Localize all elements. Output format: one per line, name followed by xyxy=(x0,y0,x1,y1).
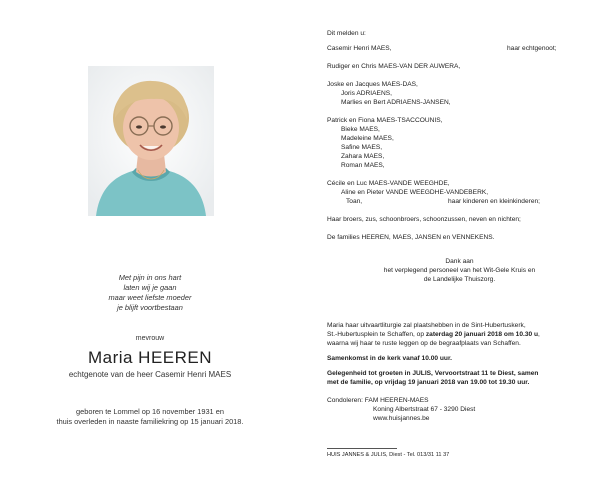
family-member: Joske en Jacques MAES-DAS, xyxy=(327,81,418,88)
poem-line: je blijft voortbestaan xyxy=(117,303,183,312)
funeral-info: Maria haar uitvaartliturgie zal plaatshebben in de Sint-Hubertuskerk, xyxy=(327,322,526,329)
condolences-label: Condoleren: FAM HEEREN-MAES xyxy=(327,397,429,404)
funeral-info xyxy=(327,330,540,339)
family-member: Cécile en Luc MAES-VANDE WEEGHDE, xyxy=(327,180,450,187)
poem xyxy=(0,273,300,313)
poem-line: Met pijn in ons hart xyxy=(118,273,182,282)
family-member: Rudiger en Chris MAES-VAN DER AUWERA, xyxy=(327,63,461,70)
funeral-info: waarna wij haar te ruste leggen op de begraafplaats van Schaffen. xyxy=(327,340,521,347)
condolences-website[interactable]: www.huisjannes.be xyxy=(373,415,430,422)
family-member: Joris ADRIAENS, xyxy=(341,90,392,97)
funeral-place: St.-Hubertusplein te Schaffen, op xyxy=(327,331,425,338)
portrait-illustration xyxy=(88,66,214,216)
born-line: thuis overleden in naaste familiekring op 15 januari 2018. xyxy=(56,417,244,426)
footer-divider xyxy=(327,448,397,449)
funeral-home-footer: HUIS JANNES & JULIS, Diest - Tel. 013/31 11 37 xyxy=(327,452,450,458)
family-member: Roman MAES, xyxy=(341,162,385,169)
poem-line: laten wij je gaan xyxy=(123,283,177,292)
intro-text: Dit melden u: xyxy=(327,30,366,37)
deceased-name: Maria HEEREN xyxy=(87,348,213,367)
portrait-photo xyxy=(88,66,214,216)
born-line: geboren te Lommel op 16 november 1931 en xyxy=(76,407,224,416)
family-role: haar kinderen en kleinkinderen; xyxy=(448,198,541,205)
spouse-line: echtgenote van de heer Casemir Henri MAES xyxy=(68,370,232,379)
gathering-info: Samenkomst in de kerk vanaf 10.00 uur. xyxy=(327,355,452,362)
poem-line: maar weet liefste moeder xyxy=(108,293,192,302)
family-member: Marlies en Bert ADRIAENS-JANSEN, xyxy=(341,99,451,106)
greeting-info: Gelegenheid tot groeten in JULIS, Vervoortstraat 11 te Diest, samen xyxy=(327,370,539,377)
thanks-line: het verplegend personeel van het Wit-Gele Kruis en xyxy=(383,267,536,274)
family-member: Zahara MAES, xyxy=(341,153,385,160)
family-member: Toan, xyxy=(346,198,363,205)
birth-death-info xyxy=(0,407,300,427)
family-member: Aline en Pieter VANDE WEEGDHE-VANDEBERK, xyxy=(341,189,489,196)
family-member: Patrick en Fiona MAES-TSACCOUNIS, xyxy=(327,117,443,124)
condolences-address: Koning Albertstraat 67 - 3290 Diest xyxy=(373,406,476,413)
funeral-punct: , xyxy=(538,331,540,338)
funeral-date: zaterdag 20 januari 2018 om 10.30 u xyxy=(425,331,539,338)
family-role: haar echtgenoot; xyxy=(507,45,557,52)
family-member: Bieke MAES, xyxy=(341,126,380,133)
families-line: De families HEEREN, MAES, JANSEN en VENNEKENS. xyxy=(327,234,495,241)
honorific: mevrouw xyxy=(135,335,165,342)
greeting-info: met de familie, op vrijdag 19 januari 2018 van 19.00 tot 19.30 uur. xyxy=(327,379,530,386)
family-member: Madeleine MAES, xyxy=(341,135,394,142)
family-member: Casemir Henri MAES, xyxy=(327,45,392,52)
thanks-line: Dank aan xyxy=(445,258,474,265)
thanks-line: de Landelijke Thuiszorg. xyxy=(423,276,496,283)
extended-family: Haar broers, zus, schoonbroers, schoonzussen, neven en nichten; xyxy=(327,216,521,223)
family-member: Safine MAES, xyxy=(341,144,383,151)
right-panel xyxy=(327,0,592,480)
